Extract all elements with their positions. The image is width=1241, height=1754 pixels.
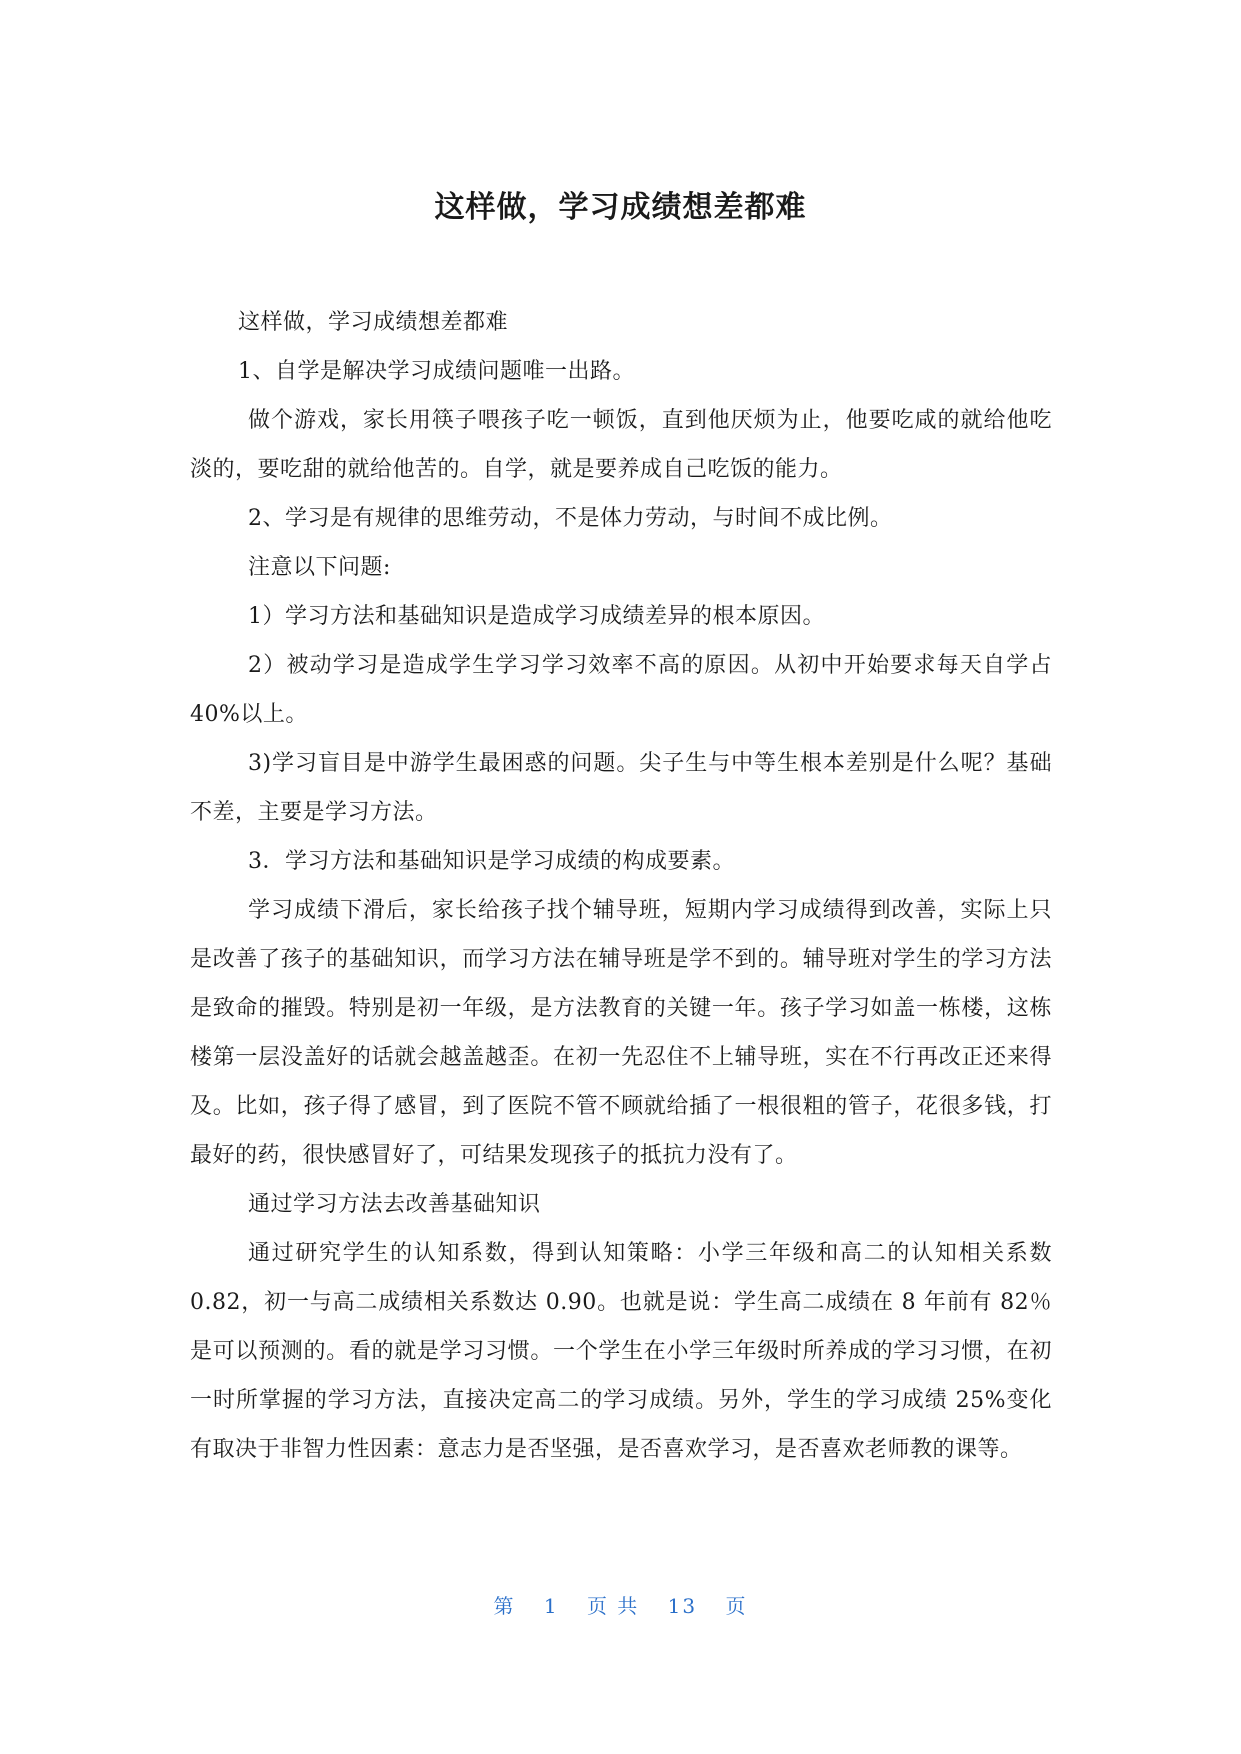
footer-suffix: 页 [725, 1594, 748, 1618]
paragraph-4: 2、学习是有规律的思维劳动，不是体力劳动，与时间不成比例。 [248, 506, 893, 531]
paragraph-8: 3)学习盲目是中游学生最困惑的问题。尖子生与中等生根本差别是什么呢？基础不差，主要是学习方法。 [190, 751, 1052, 825]
paragraph-1: 这样做，学习成绩想差都难 [238, 310, 509, 335]
footer-middle: 页 共 [586, 1594, 640, 1618]
footer-total-pages: 13 [667, 1594, 698, 1618]
document-title: 这样做，学习成绩想差都难 [434, 190, 807, 225]
paragraph-12: 通过研究学生的认知系数，得到认知策略：小学三年级和高二的认知相关系数 0.82，初一与高二成绩相关系数达 0.90。也就是说：学生高二成绩在 8 年前有 82％是可以预测的。看的就是学习习惯。一个学生在小学三年级时所养成的学习习惯，在初一时所掌握的学习方法，直接决定高二的学习成绩。另外，学生的学习成绩 25%变化有取决于非智力性因素：意志力是否坚强，是否喜欢学习，是否喜欢老师教的课等。 [190, 1241, 1052, 1462]
page-footer [0, 1592, 1241, 1620]
paragraph-2: 1、自学是解决学习成绩问题唯一出路。 [238, 359, 635, 384]
paragraph-5: 注意以下问题: [248, 555, 391, 580]
footer-prefix: 第 [493, 1594, 516, 1618]
paragraph-3: 做个游戏，家长用筷子喂孩子吃一顿饭，直到他厌烦为止，他要吃咸的就给他吃淡的，要吃甜的就给他苦的。自学，就是要养成自己吃饭的能力。 [190, 408, 1052, 482]
footer-current-page: 1 [543, 1594, 559, 1618]
paragraph-9: 3．学习方法和基础知识是学习成绩的构成要素。 [248, 849, 735, 874]
paragraph-10: 学习成绩下滑后，家长给孩子找个辅导班，短期内学习成绩得到改善，实际上只是改善了孩子的基础知识，而学习方法在辅导班是学不到的。辅导班对学生的学习方法是致命的摧毁。特别是初一年级，是方法教育的关键一年。孩子学习如盖一栋楼，这栋楼第一层没盖好的话就会越盖越歪。在初一先忍住不上辅导班，实在不行再改正还来得及。比如，孩子得了感冒，到了医院不管不顾就给插了一根很粗的管子，花很多钱，打最好的药，很快感冒好了，可结果发现孩子的抵抗力没有了。 [190, 898, 1052, 1168]
paragraph-11: 通过学习方法去改善基础知识 [248, 1192, 541, 1217]
paragraph-7: 2）被动学习是造成学生学习学习效率不高的原因。从初中开始要求每天自学占 40%以上。 [190, 653, 1052, 727]
document-body [190, 298, 1052, 1474]
paragraph-6: 1）学习方法和基础知识是造成学习成绩差异的根本原因。 [248, 604, 825, 629]
